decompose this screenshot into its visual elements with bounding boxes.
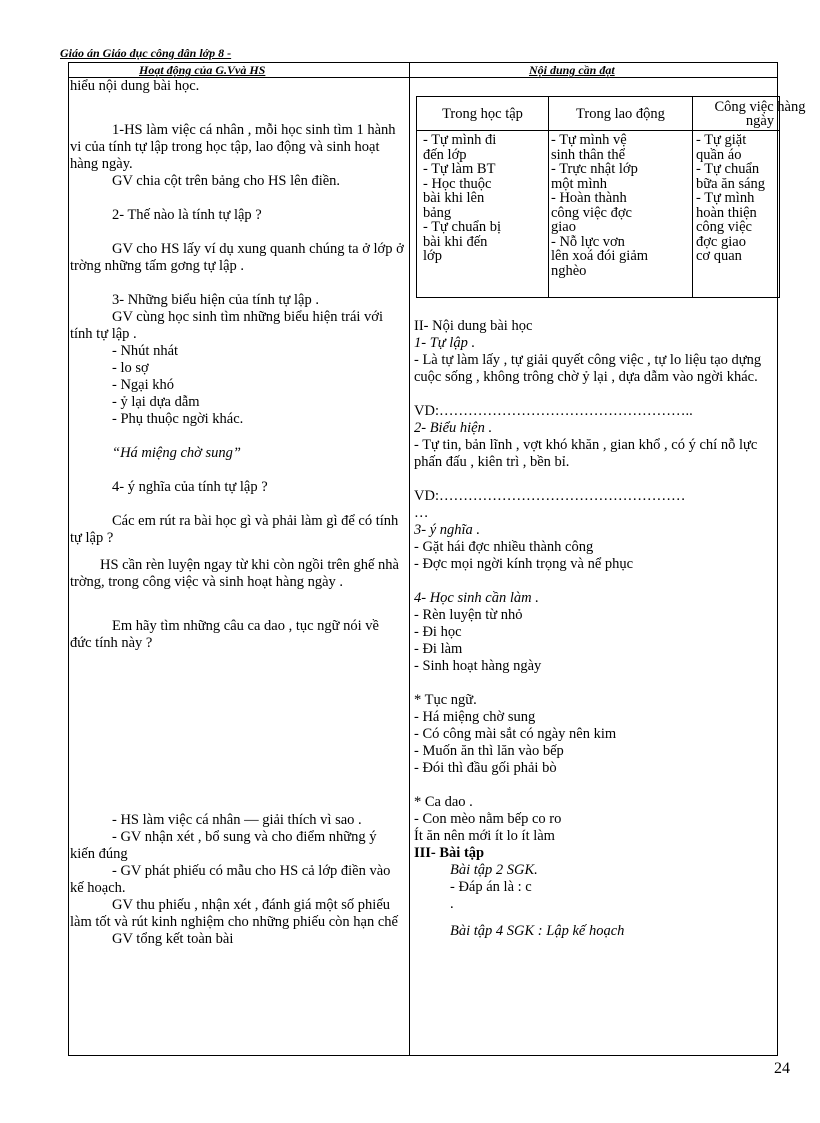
left-line: GV cho HS lấy ví dụ xung quanh chúng ta ở lớp ở trờng những tấm gơng tự lập . [70, 241, 404, 274]
table-cell-line: bài khi lên [423, 190, 485, 206]
right-line: Bài tập 4 SGK : Lập kế hoạch [450, 923, 625, 939]
right-line: - Rèn luyện từ nhỏ [414, 607, 523, 623]
right-line: Ít ăn nên mới ít lo ít làm [414, 828, 555, 844]
right-line: II- Nội dung bài học [414, 318, 533, 334]
right-line: - Đi làm [414, 641, 463, 657]
right-line: . [450, 896, 454, 912]
left-line: HS cần rèn luyện ngay từ khi còn ngồi trên ghế nhà trờng, trong công việc và sinh hoạt hàng ngày . [70, 557, 399, 590]
left-line: - HS làm việc cá nhân — giải thích vì sao . [112, 812, 362, 828]
right-line: Bài tập 2 SGK. [450, 862, 538, 878]
table-cell-line: công việc [696, 219, 752, 235]
left-line: - Phụ thuộc ngời khác. [112, 411, 244, 427]
table-cell-line: - Tự chuẩn bị [423, 219, 502, 235]
right-line: 4- Học sinh cần làm . [414, 590, 539, 606]
right-column-header: Nội dung cần đạt [529, 63, 615, 77]
right-line: - Tự tin, bản lĩnh , vợt khó khăn , gian khổ , có ý chí nỗ lực phấn đấu , kiên trì , bền bỉ. [414, 437, 758, 470]
table-cell-line: một mình [551, 175, 607, 192]
table-cell-line: - Tự giặt [696, 132, 747, 148]
left-line: - lo sợ [112, 360, 149, 376]
table-cell-line: - Tự mình đi [423, 132, 497, 148]
table-header-cell: Trong lao động [576, 105, 665, 122]
table-header-cell: Công việc hàng ngày [714, 98, 806, 129]
left-line: 1-HS làm việc cá nhân , mỗi học sinh tìm 1 hành vi của tính tự lập trong học tập, lao động và sinh hoạt hàng ngày. [70, 122, 396, 172]
left-line: hiểu nội dung bài học. [70, 78, 200, 94]
table-cell-line: bữa ăn sáng [696, 175, 766, 192]
left-line: Các em rút ra bài học gì và phải làm gì để có tính tự lập ? [70, 513, 399, 546]
table-cell-line: đợc giao [696, 233, 746, 250]
right-line: - Há miệng chờ sung [414, 709, 536, 725]
table-cell-line: công việc đợc [551, 204, 632, 221]
right-line: - Muốn ăn thì lăn vào bếp [414, 743, 564, 759]
right-line: 1- Tự lập . [414, 335, 476, 351]
table-cell-line: bài khi đến [423, 233, 488, 250]
table-header-divider [417, 130, 779, 131]
right-line: - Con mèo nằm bếp co ro [414, 811, 562, 827]
right-line: 3- ý nghĩa . [414, 522, 481, 538]
left-line: “Há miệng chờ sung” [112, 445, 241, 461]
left-line: 3- Những biểu hiện của tính tự lập . [112, 292, 319, 308]
table-cell-line: - Hoàn thành [551, 190, 627, 206]
table-cell-line: quần áo [696, 146, 742, 163]
left-line: GV cùng học sinh tìm những biểu hiện trái với tính tự lập . [70, 309, 383, 342]
right-line: - Đi học [414, 624, 462, 640]
page-number: 24 [774, 1060, 790, 1077]
right-line: VD:…………………………………………… [414, 488, 686, 504]
behaviour-table [416, 96, 806, 298]
right-line: * Tục ngữ. [414, 692, 477, 708]
table-cell-line: - Trực nhật lớp [551, 161, 638, 177]
table-cell-line: lên xoá đói giảm [551, 248, 649, 264]
table-cell-line: - Tự chuẩn [696, 161, 760, 177]
table-cell-line: - Tự làm BT [423, 161, 496, 177]
right-column-content [414, 318, 776, 940]
document-title: Giáo án Giáo dục công dân lớp 8 - [60, 46, 232, 60]
left-line: - GV nhận xét , bổ sung và cho điểm những ý kiến đúng [70, 829, 377, 862]
left-line: 2- Thế nào là tính tự lập ? [112, 207, 262, 223]
right-line: - Sinh hoạt hàng ngày [414, 658, 542, 674]
table-cell-line: sinh thân thể [551, 146, 626, 163]
table-cell-line: bảng [423, 204, 452, 221]
right-line: - Đói thì đầu gối phải bò [414, 760, 557, 776]
right-line: … [414, 505, 429, 521]
right-line: 2- Biểu hiện . [414, 420, 493, 436]
left-line: - GV phát phiếu có mẫu cho HS cả lớp điền vào kế hoạch. [70, 863, 391, 896]
table-cell-daily [696, 133, 816, 264]
table-header-cell: Trong học tập [442, 105, 523, 122]
left-line: - Ngại khó [112, 377, 175, 393]
table-cell-line: đến lớp [423, 146, 467, 163]
right-line: - Đáp án là : c [450, 879, 532, 895]
table-cell-line: cơ quan [696, 248, 742, 264]
left-line: - ỷ lại dựa dẫm [112, 394, 200, 410]
right-line: - Đợc mọi ngời kính trọng và nể phục [414, 556, 634, 572]
left-column-header: Hoạt động của G.Vvà HS [139, 63, 266, 77]
left-line: Em hãy tìm những câu ca dao , tục ngữ nói về đức tính này ? [70, 618, 379, 651]
table-cell-line: - Nỗ lực vơn [551, 233, 625, 250]
right-line: * Ca dao . [414, 794, 473, 810]
left-column-content [70, 78, 404, 948]
table-cell-line: - Học thuộc [423, 175, 492, 192]
left-line: GV tổng kết toàn bài [112, 931, 234, 947]
table-cell-line: - Tự mình [696, 190, 755, 206]
column-divider [409, 63, 410, 1055]
left-line: - Nhút nhát [112, 343, 179, 359]
right-line: VD:…………………………………………….. [414, 403, 693, 419]
table-cell-line: - Tự mình vệ [551, 132, 627, 148]
left-line: GV thu phiếu , nhận xét , đánh giá một số phiếu làm tốt và rút kinh nghiệm cho những phiếu còn hạn chế [70, 897, 398, 930]
left-line: 4- ý nghĩa của tính tự lập ? [112, 479, 268, 495]
left-line: GV chia cột trên bảng cho HS lên điền. [112, 173, 341, 189]
table-cell-line: hoàn thiện [696, 204, 757, 221]
table-cell-line: lớp [423, 248, 442, 264]
table-cell-study [423, 133, 547, 264]
table-cell-line: nghèo [551, 262, 587, 279]
table-cell-line: giao [551, 219, 576, 235]
right-line: - Có công mài sắt có ngày nên kim [414, 726, 617, 742]
right-line: III- Bài tập [414, 845, 485, 861]
right-line: - Gặt hái đợc nhiều thành công [414, 539, 594, 555]
right-line: - Là tự làm lấy , tự giải quyết công việc , tự lo liệu tạo dựng cuộc sống , không trông chờ ỷ lại , dựa dẫm vào ngời khác. [414, 352, 762, 385]
table-cell-labour [551, 133, 691, 278]
